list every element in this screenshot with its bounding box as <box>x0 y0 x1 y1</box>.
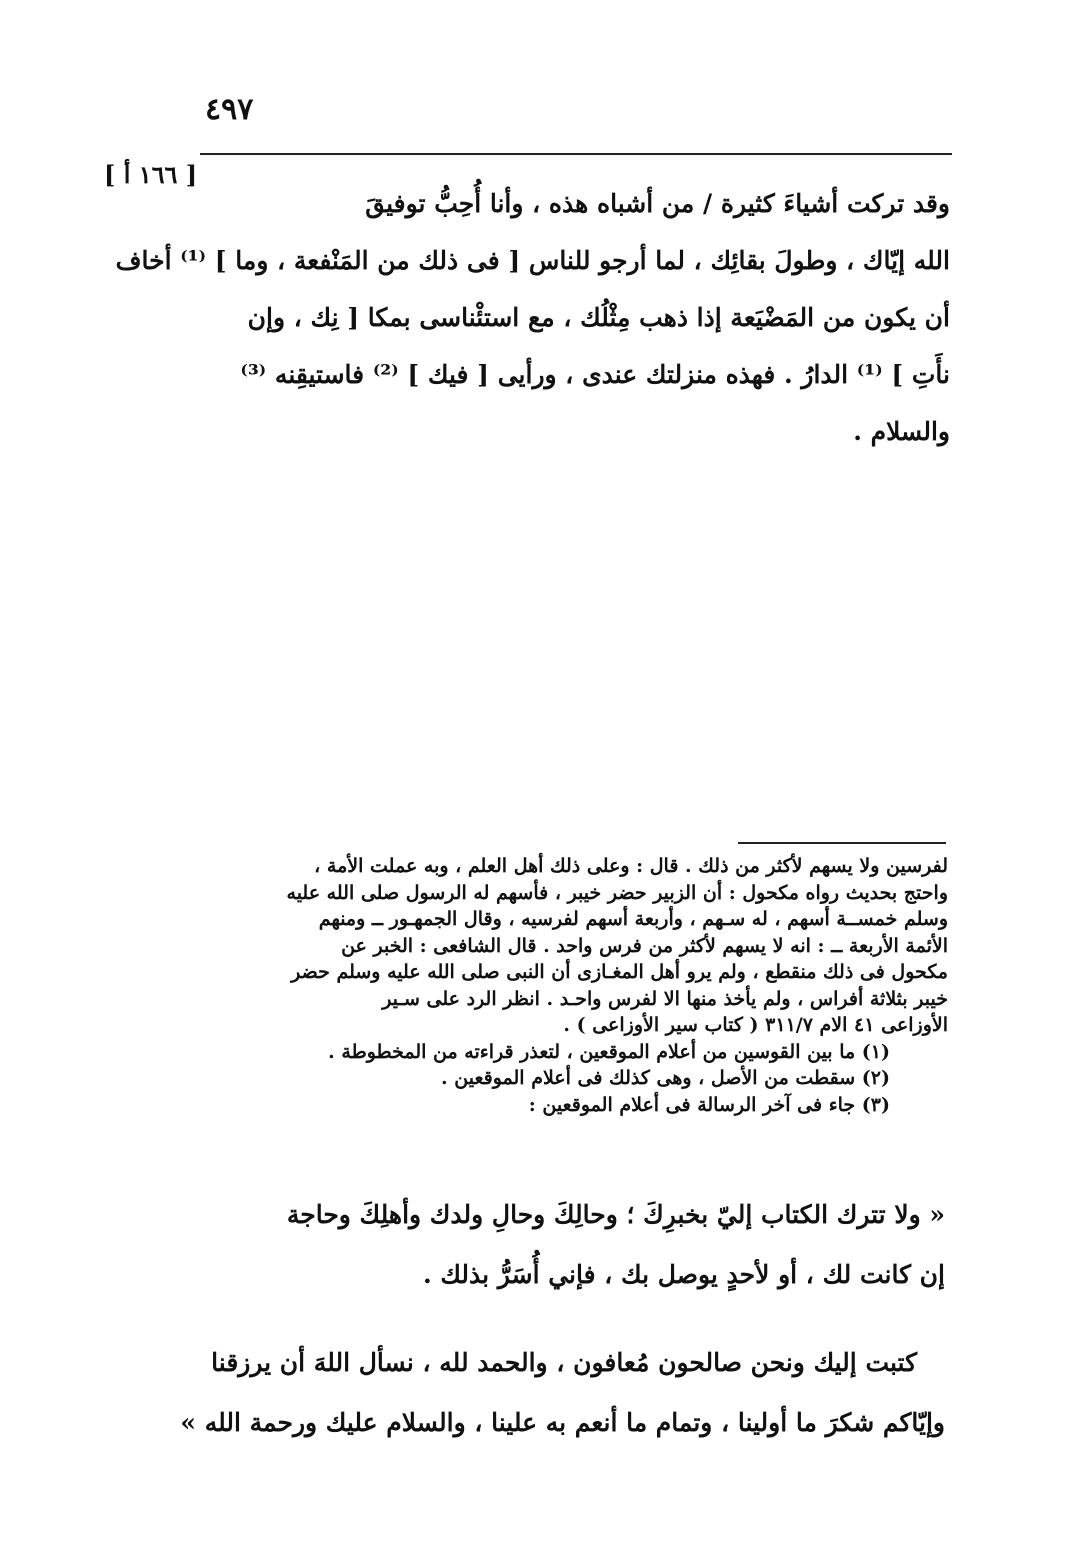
folio-marker: [ ١٦٦ أ ] <box>104 160 198 189</box>
main-text-line: والسلام . <box>853 417 950 446</box>
main-text-line: وقد تركت أشياءَ كثيرة / من أشباه هذه ، وأنا أُحِبُّ توفيقَ <box>365 189 950 218</box>
footnote-3: (٣) جاء فى آخر الرسالة فى أعلام الموقعين : <box>528 1093 890 1116</box>
footnote-continuation-line: لفرسين ولا يسهم لأكثر من ذلك . قال : وعلى ذلك أهل العلم ، وبه عملت الأمة ، <box>314 855 948 877</box>
footnote-1: (١) ما بين القوسين من أعلام الموقعين ، لتعذر قراءته من المخطوطة . <box>328 1040 890 1063</box>
footnote-continuation-line: الأئمة الأربعة ــ : انه لا يسهم لأكثر من فرس واحد . قال الشافعى : الخبر عن <box>341 934 948 957</box>
footnote-continuation-line: واحتج بحديث رواه مكحول : أن الزبير حضر خيبر ، فأسهم له الرسول صلى الله عليه <box>286 881 948 904</box>
footnote-continuation-line: خيبر بثلاثة أفراس ، ولم يأخذ منها الا لفرس واحـد . انظر الرد على سـير <box>382 987 948 1010</box>
quoted-letter-ending <box>180 1185 945 1453</box>
footnote-separator <box>738 842 946 844</box>
header-rule <box>200 153 952 155</box>
main-text <box>115 175 950 460</box>
footnote-continuation-line: مكحول فى ذلك منقطع ، ولم يرو أهل المغـازى أن النبى صلى الله عليه وسلم حضر <box>291 961 948 983</box>
main-text-line: نأَتِ ] ⁽¹⁾ الدارُ . فهذه منزلتك عندى ، ورأيى [ فيك ] ⁽²⁾ فاستيقِنه ⁽³⁾ <box>240 360 950 389</box>
main-text-line: أن يكون من المَضْيَعة إذا ذهب مِثْلُك ، مع استئْناسى بمكا [ نِك ، وإن <box>247 303 950 332</box>
quote-line: وإيّاكم شكرَ ما أولينا ، وتمام ما أنعم به علينا ، والسلام عليك ورحمة الله » <box>180 1408 945 1437</box>
main-text-line: الله إيّاك ، وطولَ بقائِك ، لما أرجو للناس [ فى ذلك من المَنْفعة ، وما ] ⁽¹⁾ أخاف <box>115 246 950 275</box>
footnotes <box>236 853 948 1118</box>
quote-line: « ولا تترك الكتاب إليّ بخبرِكَ ؛ وحالِكَ وحالِ ولدك وأهلِكَ وحاجة <box>286 1200 945 1229</box>
quote-line: كتبت إليك ونحن صالحون مُعافون ، والحمد لله ، نسأل اللهَ أن يرزقنا <box>211 1348 917 1377</box>
footnote-continuation-line: الأوزاعى ٤١ الام ٣١١/٧ ( كتاب سير الأوزاعى ) . <box>563 1014 948 1036</box>
footnote-2: (٢) سقطت من الأصل ، وهى كذلك فى أعلام الموقعين . <box>441 1067 890 1089</box>
footnote-continuation-line: وسلم خمســة أسهم ، له سـهم ، وأربعة أسهم لفرسيه ، وقال الجمهـور ــ ومنهم <box>318 908 948 930</box>
quote-line: إن كانت لك ، أو لأحدٍ يوصل بك ، فإني أُسَرُّ بذلك . <box>422 1260 945 1289</box>
page-number: ٤٩٧ <box>205 92 254 127</box>
